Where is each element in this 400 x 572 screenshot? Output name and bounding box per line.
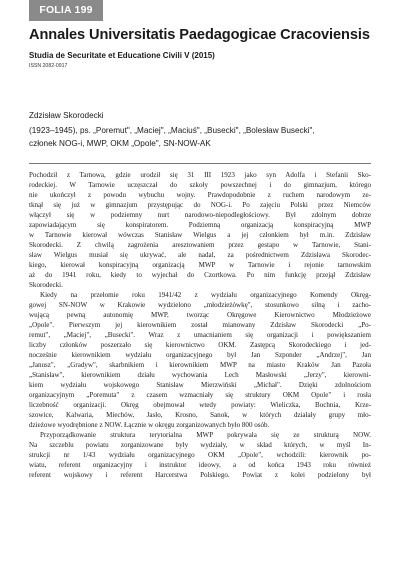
author-name: Zdzisław Skorodecki (29, 111, 104, 120)
body-line: Skorodecki. Z chwilą zagrożenia aresztowaniem przez gestapo w Tarnowie, Stani- (29, 241, 371, 249)
author-details (29, 125, 374, 150)
body-line: zapowiadającym się konspiratorem. Podziemną organizacją konspiracyjną MWP (29, 221, 371, 229)
body-line: remut", „Maciej", „Busecki". Wraz z umacnianiem się organizacji i powiększaniem (29, 331, 371, 339)
body-line: dzieżowe wyodrębnione z NOW. Łącznie w okręgu zorganizowanych było 800 osób. (29, 421, 270, 429)
body-line: tknął się już w gimnazjum przystępując do NOG-i. Po zajęciu Polski przez Niemców (29, 201, 371, 209)
body-line: włączył się w podziemny nurt narodowo-niepodległościowy. Był zdolnym dobrze (29, 211, 371, 219)
body-line: aż do 1941 roku, kiedy to wyjechał do Czortkowa. Po nim funkcję przejął Zdzisław (29, 271, 371, 279)
body-line: „Opole". Pierwszym jej kierownikiem został mianowany Zdzisław Skorodecki „Po- (29, 321, 371, 329)
section-divider (29, 163, 371, 164)
body-line: referent wojskowy i referent Harcerstwa Polskiego. Powiat z kolei podzielony był (29, 471, 371, 479)
folio-badge: FOLIA 199 (29, 0, 103, 21)
body-line: strukcji nr 1/43 wydziału organizacyjnego OKM „Opole", wchodzili: kierownik po- (29, 451, 371, 459)
body-line: „Stanisław", kierownikiem działu wychowania Lech Masłowski „Jerzy", kierowni- (29, 371, 371, 379)
journal-title: Annales Universitatis Paedagogicae Cracoviensis (29, 27, 370, 43)
body-line: w Tarnowie kierował wówczas Stanisław Wielgus a jej członkiem był m.in. Zdzisław (29, 231, 371, 239)
body-line: organizacyjnym „Poremuta" z czasem wzmacniały się struktury OKM Opole" i rosła (29, 391, 371, 399)
body-line: szowice, Kalwaria, Miechów, Jasło, Krosno, Sanok, w których działały grupy mło- (29, 411, 371, 419)
body-line: wiatu, referent organizacyjny i instruktor ideowy, a od końca 1943 roku również (29, 461, 371, 469)
body-line: rodeckiej. W Tarnowie uczęszczał do szkoły powszechnej i do gimnazjum, którego (29, 181, 371, 189)
body-line: kiem wydziału wojskowego Stanisław Mierzwiński „Michał". Dzięki zdolnościom (29, 381, 371, 389)
body-line: Kiedy na przełomie roku 1941/42 z wydziału organizacyjnego Komendy Okręg- (40, 291, 371, 299)
body-line: nocześnie kierownikiem wydziału organizacyjnego był Jan Szponder „Andrzej", Jan (29, 351, 371, 359)
body-line: Pochodził z Tarnowa, gdzie urodził się 31 III 1923 jako syn Adolfa i Stefanii Sko- (29, 171, 371, 179)
article-body (29, 170, 371, 480)
body-line: wującą pewną autonomię MWP, tworząc Okręgowe Kierownictwo Młodzieżowe (29, 311, 371, 319)
body-line: sław Wielgus musiał się ukrywać, ale nadal, za pośrednictwem Zdzisława Skorodec- (29, 251, 371, 259)
body-line: liczby członków poszerzało się kierownictwo OKM. Zastępcą Skorodeckiego i jed- (29, 341, 371, 349)
body-line: nie ukończył z powodu wybuchu wojny. Prawdopodobnie z ruchem narodowym ze- (29, 191, 371, 199)
body-line: Skorodecki. (29, 281, 63, 289)
body-line: „Janusz", „Gradyw", skarbnikiem i kierownikiem MWP na miasto Kraków Jan Pazoła (29, 361, 371, 369)
author-details-line: (1923–1945), ps. „Poremut", „Maciej", „Maciuś", „Busecki", „Bolesław Busecki", (29, 126, 315, 135)
series-line: Studia de Securitate et Educatione Civili V (2015) (29, 51, 215, 60)
author-details-line: członek NOG-i, MWP, OKM „Opole", SN-NOW-AK (29, 138, 211, 148)
body-line: kiego, kierował konspiracyjną organizacją MWP w Tarnowie i rejonie tarnowskim (29, 261, 371, 269)
body-line: Na szczeblu powiatu zorganizowane były wydziały, w skład których, w myśl In- (29, 441, 371, 449)
body-line: liczebność organizacji. Okręg obejmował wtedy powiaty: Wieliczka, Bochnia, Krze- (29, 401, 371, 409)
issn-line: ISSN 2082-0917 (29, 63, 68, 69)
body-line: Przyporządkowanie struktura terytorialna MWP pokrywała się ze strukturą NOW. (40, 431, 371, 439)
body-line: gowej SN-NOW w Krakowie wydzielono „młodzieżówkę", stosunkowo silną i zacho- (29, 301, 371, 309)
